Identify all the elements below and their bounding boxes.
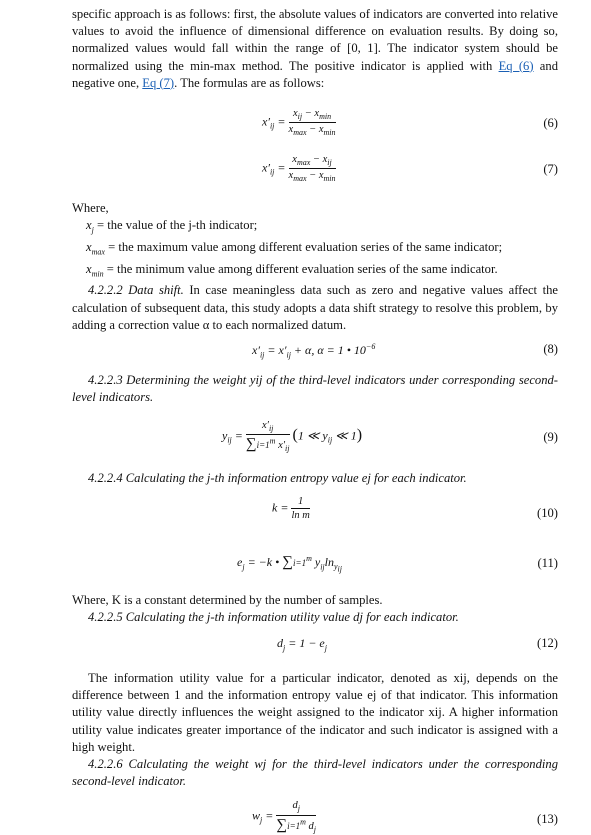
equation-11-number: (11) — [537, 555, 558, 570]
equation-7-formula: $x'_{ij}$ = $\frac{x_{max} - x_{ij}}{x_{max} - x_{min}}$ — [262, 154, 336, 184]
paragraph-information-utility: The information utility value for a particular indicator, denoted as xij, depends on the difference between 1 and the information entropy value ej of that indicator. This information utility value directly influences the weight assigned to the indicator xij. A higher information utility value indicates greater importance of the indicator and such indicator is assigned with a high weight. — [72, 671, 558, 754]
section-4225 — [72, 609, 558, 626]
definition-xmin: $x_{min}$ = the minimum value among different evaluation series of the same indicator. — [86, 261, 498, 279]
section-4226-heading: 4.2.2.6 Calculating the weight wj for the third-level indicators under the corresponding second-level indicator. — [72, 757, 558, 789]
equation-10 — [72, 494, 558, 538]
equation-12-formula: $d_j = 1 - e_j$ — [277, 636, 327, 653]
equation-7 — [72, 150, 558, 194]
para1-text-b: and negative one, — [72, 58, 558, 90]
definition-xmax: $x_{max}$ = the maximum value among different evaluation series of the same indicator; — [86, 239, 503, 257]
equation-12 — [72, 628, 558, 662]
para1-text-c: . The formulas are as follows: — [174, 75, 325, 90]
equation-11 — [72, 542, 558, 586]
section-4225-heading: 4.2.2.5 Calculating the j-th information utility value dj for each indicator. — [88, 609, 459, 624]
section-4223 — [72, 372, 558, 406]
equation-8-formula: $x'_{ij} = x'_{ij} + \alpha$, α = 1 • $10^{-6}$ — [252, 341, 376, 360]
equation-7-number: (7) — [543, 162, 558, 177]
equation-6-formula: $x'_{ij}$ = $\frac{x_{ij} - x_{min}}{x_{max} - x_{min}}$ — [262, 108, 336, 138]
equation-8-number: (8) — [543, 341, 558, 356]
eq6-link[interactable]: Eq (6) — [498, 58, 534, 73]
equation-10-formula: k = $\frac{1}{\text{ln m}}$ — [272, 495, 310, 521]
eq7-link[interactable]: Eq (7) — [142, 75, 175, 90]
equation-8 — [72, 336, 558, 370]
equation-6 — [72, 104, 558, 148]
equation-13 — [72, 798, 558, 835]
where-label: Where, — [72, 201, 109, 216]
section-4224 — [72, 470, 558, 487]
section-4224-heading: 4.2.2.4 Calculating the j-th information entropy value ej for each indicator. — [88, 471, 467, 486]
document-page — [72, 6, 558, 835]
equation-10-number: (10) — [537, 505, 558, 520]
section-4222-text: In case meaningless data such as zero and negative values affect the calculation of subsequent data, this study adopts a data shift strategy to resolve this problem, by adding a correction value α to each normalized datum. — [72, 283, 558, 332]
equation-13-formula: $w_j$ = $\frac{d_j}{\sum i=1^m d_j}$ — [252, 800, 317, 834]
section-4226 — [72, 756, 558, 790]
where-k-paragraph: Where, K is a constant determined by the number of samples. — [72, 592, 383, 607]
definition-xj: $x_j$ = the value of the j-th indicator; — [86, 218, 258, 235]
equation-13-number: (13) — [537, 812, 558, 827]
equation-6-number: (6) — [543, 116, 558, 131]
where-definitions — [72, 200, 558, 282]
section-4222-heading: 4.2.2.2 Data shift. — [88, 283, 184, 298]
equation-9-formula: $y_{ij}$ = $\frac{x'_{ij}}{\sum i=1^m x'_{ij}}$ (1 ≪ $y_{ij}$ ≪ 1) — [222, 420, 363, 454]
paragraph-normalization — [72, 6, 558, 92]
equation-9-number: (9) — [543, 430, 558, 445]
section-4222 — [72, 282, 558, 334]
equation-11-formula: $e_j = -k$ • $\sum i=1^m$ $y_{ij}\ln_{y_{ij}}$ — [237, 553, 342, 574]
equation-12-number: (12) — [537, 636, 558, 650]
section-4223-heading: 4.2.2.3 Determining the weight yij of the third-level indicators under corresponding second-level indicators. — [72, 372, 558, 405]
para1-text-a: specific approach is as follows: first, the absolute values of indicators are converted into relative values to avoid the influence of dimensional difference on evaluation results. By doing so, normalized values would fall within the range of [0, 1]. The indicator system should be normalized using the min-max method. The positive indicator is applied with — [72, 7, 558, 73]
equation-9 — [72, 416, 558, 466]
